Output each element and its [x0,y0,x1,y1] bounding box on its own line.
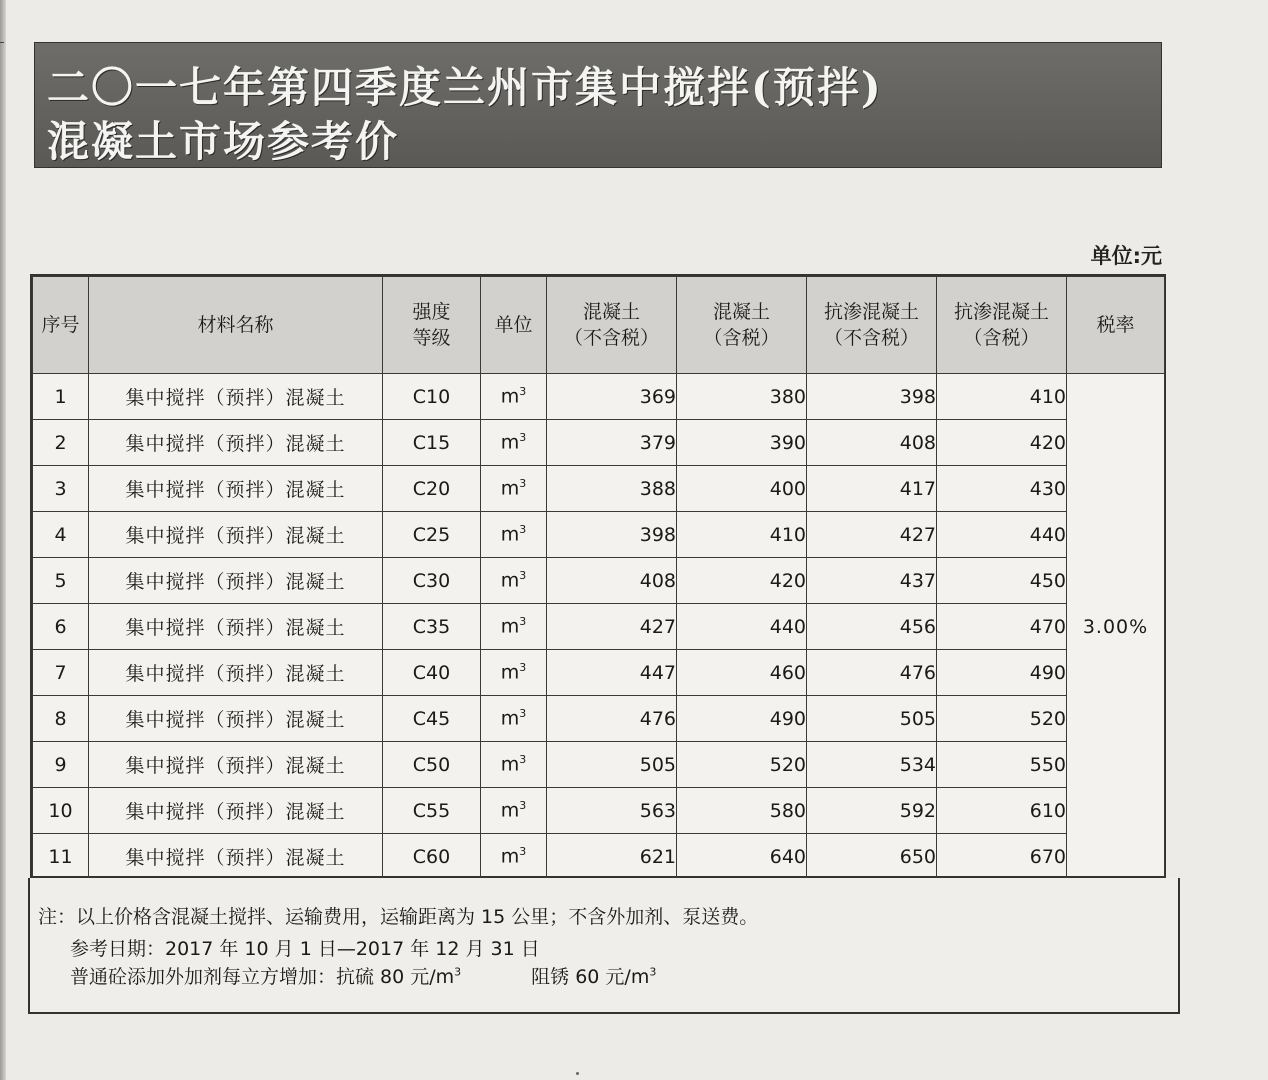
header-concrete-excl-tax: 混凝土 （不含税） [547,277,677,374]
cell-impermeable-excl-tax: 456 [807,604,937,650]
header-impermeable-excl-tax: 抗渗混凝土 （不含税） [807,277,937,374]
cell-unit: $m^3$ [481,420,547,466]
cell-unit: $m^3$ [481,650,547,696]
cell-grade: C30 [383,558,481,604]
cell-index: 4 [33,512,89,558]
cell-material-name: 集中搅拌（预拌）混凝土 [89,466,383,512]
header-unit: 单位 [481,277,547,374]
cell-concrete-excl-tax: 476 [547,696,677,742]
cell-index: 2 [33,420,89,466]
cell-concrete-incl-tax: 490 [677,696,807,742]
cell-unit: $m^3$ [481,742,547,788]
cell-index: 7 [33,650,89,696]
cell-impermeable-incl-tax: 470 [937,604,1067,650]
cell-impermeable-excl-tax: 592 [807,788,937,834]
cell-grade: C50 [383,742,481,788]
note-admixture-surcharge: 普通砼添加外加剂每立方增加：抗硫 80 元$/m^3$ 阻锈 60 元$/m^3$ [70,965,657,988]
cell-concrete-incl-tax: 390 [677,420,807,466]
cell-impermeable-excl-tax: 398 [807,374,937,420]
cell-index: 11 [33,834,89,880]
header-tax-rate: 税率 [1067,277,1165,374]
table-row [33,512,1165,558]
cell-impermeable-incl-tax: 450 [937,558,1067,604]
cell-impermeable-incl-tax: 430 [937,466,1067,512]
notes-box [28,878,1180,1014]
cell-concrete-incl-tax: 580 [677,788,807,834]
cell-grade: C10 [383,374,481,420]
cell-impermeable-incl-tax: 610 [937,788,1067,834]
table-row [33,696,1165,742]
cell-unit: $m^3$ [481,466,547,512]
title-banner [34,42,1162,168]
cell-concrete-incl-tax: 420 [677,558,807,604]
cell-index: 1 [33,374,89,420]
table-row [33,558,1165,604]
title-line-1: 二〇一七年第四季度兰州市集中搅拌(预拌) [47,63,883,112]
cell-grade: C35 [383,604,481,650]
cell-concrete-incl-tax: 460 [677,650,807,696]
cell-concrete-excl-tax: 447 [547,650,677,696]
cell-impermeable-incl-tax: 420 [937,420,1067,466]
cell-impermeable-incl-tax: 440 [937,512,1067,558]
cell-concrete-excl-tax: 388 [547,466,677,512]
cell-concrete-excl-tax: 379 [547,420,677,466]
cell-material-name: 集中搅拌（预拌）混凝土 [89,604,383,650]
cell-concrete-incl-tax: 380 [677,374,807,420]
price-table-container [30,274,1166,878]
header-impermeable-incl-tax: 抗渗混凝土 （含税） [937,277,1067,374]
cell-impermeable-excl-tax: 408 [807,420,937,466]
cell-impermeable-excl-tax: 476 [807,650,937,696]
header-material-name: 材料名称 [89,277,383,374]
cell-index: 10 [33,788,89,834]
cell-concrete-excl-tax: 505 [547,742,677,788]
header-concrete-incl-tax: 混凝土 （含税） [677,277,807,374]
cell-concrete-incl-tax: 400 [677,466,807,512]
cell-impermeable-excl-tax: 650 [807,834,937,880]
cell-unit: $m^3$ [481,512,547,558]
cell-impermeable-excl-tax: 417 [807,466,937,512]
cell-unit: $m^3$ [481,696,547,742]
table-row [33,604,1165,650]
cell-material-name: 集中搅拌（预拌）混凝土 [89,650,383,696]
unit-label: 单位:元 [1090,244,1162,268]
cell-unit: $m^3$ [481,834,547,880]
table-header-row [33,277,1165,374]
header-strength-grade: 强度 等级 [383,277,481,374]
cell-impermeable-incl-tax: 520 [937,696,1067,742]
cell-concrete-excl-tax: 408 [547,558,677,604]
table-row [33,650,1165,696]
cell-tax-rate: 3.00% [1067,374,1165,880]
cell-concrete-excl-tax: 369 [547,374,677,420]
table-row [33,466,1165,512]
cell-impermeable-incl-tax: 410 [937,374,1067,420]
table-row [33,420,1165,466]
cell-grade: C55 [383,788,481,834]
cell-material-name: 集中搅拌（预拌）混凝土 [89,558,383,604]
cell-grade: C45 [383,696,481,742]
cell-index: 8 [33,696,89,742]
cell-concrete-excl-tax: 621 [547,834,677,880]
cell-impermeable-incl-tax: 670 [937,834,1067,880]
cell-concrete-incl-tax: 410 [677,512,807,558]
cell-grade: C40 [383,650,481,696]
header-index: 序号 [33,277,89,374]
cell-grade: C20 [383,466,481,512]
note-pricing-scope: 注：以上价格含混凝土搅拌、运输费用，运输距离为 15 公里；不含外加剂、泵送费。 [38,906,759,928]
cell-unit: $m^3$ [481,374,547,420]
title-line-2: 混凝土市场参考价 [47,117,400,166]
cell-index: 3 [33,466,89,512]
cell-material-name: 集中搅拌（预拌）混凝土 [89,420,383,466]
cell-concrete-incl-tax: 440 [677,604,807,650]
cell-concrete-incl-tax: 520 [677,742,807,788]
page-edge-mark [0,42,4,43]
cell-impermeable-excl-tax: 534 [807,742,937,788]
cell-unit: $m^3$ [481,604,547,650]
cell-concrete-excl-tax: 427 [547,604,677,650]
cell-material-name: 集中搅拌（预拌）混凝土 [89,512,383,558]
cell-grade: C25 [383,512,481,558]
cell-index: 6 [33,604,89,650]
cell-impermeable-incl-tax: 550 [937,742,1067,788]
cell-material-name: 集中搅拌（预拌）混凝土 [89,788,383,834]
page-binding-edge [0,0,6,1080]
cell-unit: $m^3$ [481,558,547,604]
table-row [33,374,1165,420]
cell-index: 9 [33,742,89,788]
cell-impermeable-excl-tax: 427 [807,512,937,558]
price-table [32,276,1165,880]
table-row [33,788,1165,834]
cell-concrete-excl-tax: 398 [547,512,677,558]
cell-material-name: 集中搅拌（预拌）混凝土 [89,374,383,420]
cell-grade: C15 [383,420,481,466]
cell-grade: C60 [383,834,481,880]
cell-index: 5 [33,558,89,604]
print-speck [576,1072,579,1075]
cell-material-name: 集中搅拌（预拌）混凝土 [89,696,383,742]
cell-concrete-excl-tax: 563 [547,788,677,834]
table-row [33,742,1165,788]
cell-material-name: 集中搅拌（预拌）混凝土 [89,834,383,880]
cell-impermeable-incl-tax: 490 [937,650,1067,696]
cell-impermeable-excl-tax: 505 [807,696,937,742]
cell-material-name: 集中搅拌（预拌）混凝土 [89,742,383,788]
cell-impermeable-excl-tax: 437 [807,558,937,604]
cell-concrete-incl-tax: 640 [677,834,807,880]
table-row [33,834,1165,880]
cell-unit: $m^3$ [481,788,547,834]
note-reference-date: 参考日期：2017 年 10 月 1 日—2017 年 12 月 31 日 [70,938,540,960]
